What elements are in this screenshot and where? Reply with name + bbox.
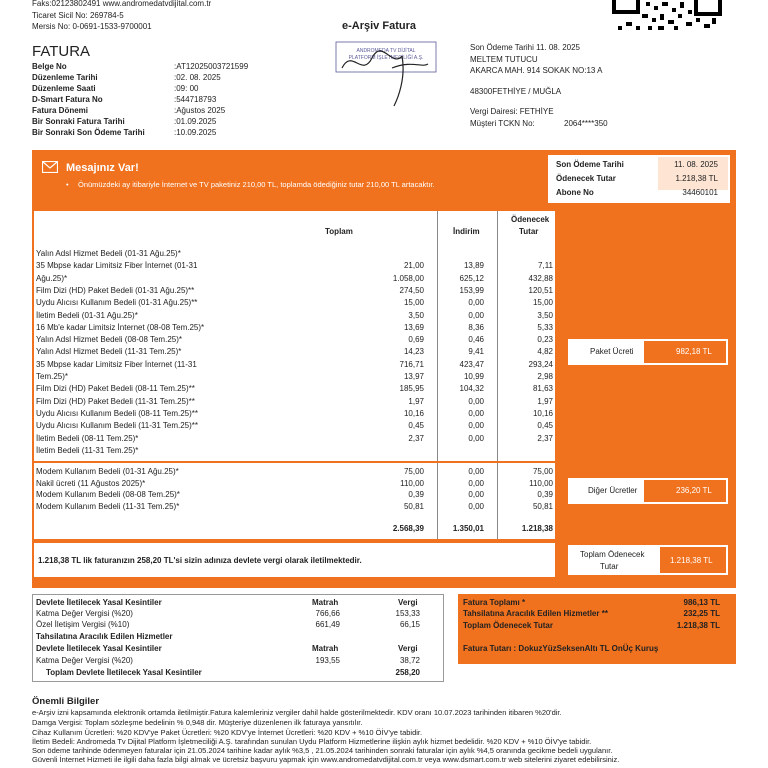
info-label: Düzenleme Saati [32, 84, 96, 93]
row-discount: 0,00 [468, 408, 484, 418]
grand-discount: 1.350,01 [452, 524, 484, 533]
trade-registry: Ticaret Sicil No: 269784-5 [32, 11, 124, 20]
table-row [36, 260, 553, 271]
row-desc: İletim Bedeli (08-11 Tem.25)* [36, 433, 139, 443]
row-total: 2,37 [408, 433, 424, 443]
row-total: 1.058,00 [392, 273, 424, 283]
row-total: 13,69 [403, 322, 424, 332]
info-label: Bir Sonraki Son Ödeme Tarihi [32, 128, 145, 137]
table-row [36, 408, 553, 419]
tax-row-matrah: 193,55 [315, 656, 340, 665]
row-total: 10,16 [403, 408, 424, 418]
col-discount-header: İndirim [453, 227, 480, 236]
row-total: 716,71 [399, 359, 424, 369]
info-value: :Ağustos 2025 [174, 106, 226, 115]
row-discount: 153,99 [459, 285, 484, 295]
info-label: Düzenleme Tarihi [32, 73, 98, 82]
row-desc: Uydu Alıcısı Kullanım Bedeli (01-31 Ağu.25)** [36, 298, 198, 308]
row-payable: 50,81 [532, 501, 553, 511]
info-value: :544718793 [174, 95, 217, 104]
row-desc: Nakil ücreti (11 Ağustos 2025)* [36, 478, 146, 488]
table-row [36, 334, 553, 345]
row-desc: Ağu.25)* [36, 273, 68, 283]
row-payable: 2,98 [537, 372, 553, 381]
table-row [36, 310, 553, 321]
tax-heading-2: Devlete İletilecek Yasal Kesintiler [36, 644, 162, 653]
row-desc: 35 Mbpse kadar Limitsiz Fiber İnternet (11-31 [36, 359, 197, 369]
row-payable: 10,16 [532, 408, 553, 418]
other-fee-label: Diğer Ücretler [588, 486, 638, 495]
invoice-total-value: 986,13 TL [683, 598, 720, 607]
summary-value: 34460101 [682, 188, 718, 197]
customer-name: MELTEM TUTUCU [470, 55, 538, 64]
row-discount: 0,00 [468, 298, 484, 308]
vergi-header: Vergi [398, 598, 418, 607]
row-total: 1,97 [408, 396, 424, 406]
row-payable: 0,23 [537, 335, 553, 345]
package-rows [36, 248, 553, 458]
other-fee-value: 236,20 TL [676, 486, 712, 495]
table-row [36, 346, 553, 357]
row-desc: Modem Kullanım Bedeli (08-08 Tem.25)* [36, 490, 180, 499]
tax-row-vergi: 153,33 [395, 609, 420, 618]
message-text: Önümüzdeki ay itibariyle İnternet ve TV paketiniz 210,00 TL, toplamda ödediğiniz tutar 210,00 TL artacaktır. [78, 180, 435, 189]
row-discount: 0,00 [468, 478, 484, 488]
svg-text:ANDROMEDA TV DİJİTAL: ANDROMEDA TV DİJİTAL [356, 48, 416, 54]
tax-total-value: 258,20 [395, 668, 420, 677]
row-payable: 3,50 [537, 310, 553, 320]
vergi-header-2: Vergi [398, 644, 418, 653]
row-desc: Film Dizi (HD) Paket Bedeli (01-31 Ağu.25)** [36, 285, 195, 295]
grand-total: 2.568,39 [392, 524, 424, 533]
row-payable: 1,97 [537, 396, 553, 406]
table-row [36, 297, 553, 308]
total-payable-label-2: Tutar [600, 562, 619, 571]
summary-label: Abone No [556, 188, 594, 197]
table-row [36, 285, 553, 296]
row-desc: İletim Bedeli (01-31 Ağu.25)* [36, 310, 138, 320]
row-total: 50,81 [403, 501, 424, 511]
row-desc: Yalın Adsl Hizmet Bedeli (01-31 Ağu.25)* [36, 249, 181, 258]
info-title: Önemli Bilgiler [32, 696, 100, 707]
page-title: FATURA [32, 43, 91, 60]
table-row [36, 359, 553, 370]
row-desc: Film Dizi (HD) Paket Bedeli (08-11 Tem.25)** [36, 384, 195, 394]
table-row [36, 478, 553, 489]
row-payable: 15,00 [532, 298, 553, 308]
info-value: :09: 00 [174, 84, 199, 93]
row-discount: 9,41 [468, 347, 484, 357]
row-desc: Yalın Adsl Hizmet Bedeli (11-31 Tem.25)* [36, 347, 182, 357]
mail-icon [42, 160, 58, 172]
tax-row-matrah: 661,49 [315, 620, 340, 629]
table-row [36, 445, 553, 456]
section-divider [34, 461, 555, 463]
customer-due-date: Son Ödeme Tarihi 11. 08. 2025 [470, 43, 580, 52]
row-discount: 0,00 [468, 396, 484, 406]
row-total: 13,97 [403, 372, 424, 381]
info-label: D-Smart Fatura No [32, 95, 103, 104]
invoice-total-value: 232,25 TL [683, 609, 720, 618]
summary-value: 11. 08. 2025 [674, 160, 718, 169]
row-discount: 10,99 [463, 372, 484, 381]
row-payable: 4,82 [537, 347, 553, 357]
info-line: Son ödeme tarihinde ödenmeyen faturalar için 21.05.2024 tarihine kadar aylık %3,5 , 21.05.2024 tarihinden sonraki faturalar için aylık %4,5 oranında gecikme bedeli uygulanır. [32, 746, 613, 755]
mersis-no: Mersis No: 0-0691-1533-9700001 [32, 22, 152, 31]
invoice-total-label: Fatura Toplamı * [463, 598, 526, 607]
row-payable: 75,00 [532, 467, 553, 476]
summary-value: 1.218,38 TL [675, 174, 718, 183]
matrah-header-2: Matrah [312, 644, 339, 653]
row-payable: 2,37 [537, 433, 553, 443]
summary-label: Son Ödeme Tarihi [556, 160, 624, 169]
other-rows [36, 466, 553, 516]
row-payable: 81,63 [532, 384, 553, 394]
row-total: 0,39 [408, 490, 424, 499]
row-desc: 16 Mb'e kadar Limitsiz İnternet (08-08 Tem.25)* [36, 322, 205, 332]
row-discount: 104,32 [459, 384, 484, 394]
info-line: e-Arşiv izni kapsamında elektronik ortamda iletilmiştir.Fatura kalemleriniz vergiler dahil halde gösterilmektedir. KDV oranı 10.07.2023 tarihinden itibaren %20'dir. [32, 708, 562, 717]
row-payable: 110,00 [529, 478, 553, 488]
tckn-value: 2064****350 [564, 119, 608, 128]
info-line: Damga Vergisi: Toplam sözleşme bedelinin % 0,948 dir. Müşteriye düzenlenen ilk faturaya yansıtılır. [32, 718, 363, 727]
row-discount: 13,89 [463, 261, 484, 271]
amount-in-words: Fatura Tutarı : DokuzYüzSeksenAltı TL OnÜç Kuruş [463, 644, 659, 653]
customer-city: 48300FETHİYE / MUĞLA [470, 87, 562, 96]
row-total: 15,00 [403, 298, 424, 308]
row-payable: 432,88 [528, 273, 553, 283]
tax-total-label: Toplam Devlete İletilecek Yasal Kesintiler [46, 668, 202, 677]
svg-text:PLATFORM İŞLETMECİLİĞİ A.Ş.: PLATFORM İŞLETMECİLİĞİ A.Ş. [348, 55, 424, 61]
package-fee-value: 982,18 TL [676, 347, 712, 356]
row-discount: 0,46 [468, 335, 484, 345]
tax-row-vergi: 38,72 [399, 656, 420, 665]
row-desc: Tem.25)* [36, 372, 69, 381]
info-line: Cihaz Kullanım Ücretleri: %20 KDV'ye Paket Ücretleri: %20 KDV'ye İnternet Ücretleri: %20 KDV + %10 ÖİV'ye tabidir. [32, 728, 423, 737]
row-discount: 0,00 [468, 433, 484, 443]
row-discount: 625,12 [459, 273, 484, 283]
table-row [36, 273, 553, 284]
col-payable-header-2: Tutar [519, 227, 539, 236]
row-discount: 0,00 [468, 501, 484, 511]
info-value: :01.09.2025 [174, 117, 217, 126]
row-total: 0,69 [408, 335, 424, 345]
row-desc: Modem Kullanım Bedeli (01-31 Ağu.25)* [36, 467, 179, 476]
row-payable: 7,11 [538, 261, 553, 271]
tax-office: Vergi Dairesi: FETHİYE [470, 107, 554, 116]
row-total: 3,50 [408, 310, 424, 320]
row-discount: 0,00 [468, 490, 484, 499]
row-desc: Uydu Alıcısı Kullanım Bedeli (11-31 Tem.25)** [36, 421, 199, 431]
row-total: 185,95 [399, 384, 424, 394]
tax-row-vergi: 66,15 [399, 620, 420, 629]
row-total: 21,00 [403, 261, 424, 271]
company-stamp [332, 38, 440, 110]
table-row [36, 322, 553, 333]
tax-row-name: Katma Değer Vergisi (%20) [36, 609, 133, 618]
table-row [36, 248, 553, 259]
row-discount: 0,00 [468, 310, 484, 320]
info-value: :10.09.2025 [174, 128, 217, 137]
table-row [36, 420, 553, 431]
row-discount: 0,00 [468, 421, 484, 431]
table-row [36, 371, 553, 382]
row-total: 75,00 [403, 467, 424, 476]
matrah-header: Matrah [312, 598, 339, 607]
package-fee-label: Paket Ücreti [590, 347, 634, 356]
info-label: Belge No [32, 62, 67, 71]
row-total: 0,45 [408, 421, 424, 431]
row-payable: 0,45 [537, 421, 553, 431]
table-row [36, 501, 553, 512]
info-label: Bir Sonraki Fatura Tarihi [32, 117, 125, 126]
info-label: Fatura Dönemi [32, 106, 89, 115]
table-row [36, 489, 553, 500]
fax-line: Faks:02123802491 www.andromedatvdijital.com.tr [32, 0, 212, 8]
summary-label: Ödenecek Tutar [556, 174, 616, 183]
row-desc: Film Dizi (HD) Paket Bedeli (11-31 Tem.25)** [36, 396, 195, 406]
customer-address: AKARCA MAH. 914 SOKAK NO:13 A [470, 66, 603, 75]
tax-row-name: Katma Değer Vergisi (%20) [36, 656, 133, 665]
row-desc: Modem Kullanım Bedeli (11-31 Tem.25)* [36, 501, 180, 511]
row-payable: 120,51 [528, 285, 553, 295]
tckn-label: Müşteri TCKN No: [470, 119, 535, 128]
col-payable-header: Ödenecek [511, 215, 550, 224]
row-desc: İletim Bedeli (11-31 Tem.25)* [36, 445, 139, 455]
table-row [36, 383, 553, 394]
table-row [36, 466, 553, 477]
row-payable: 5,33 [537, 322, 553, 332]
table-row [36, 433, 553, 444]
row-payable: 0,39 [537, 490, 553, 499]
total-payable-value: 1.218,38 TL [670, 556, 713, 565]
qr-code [612, 0, 722, 32]
message-bullet: • [66, 180, 69, 189]
row-discount: 8,36 [468, 322, 484, 332]
row-desc: Uydu Alıcısı Kullanım Bedeli (08-11 Tem.25)** [36, 408, 199, 418]
col-total-header: Toplam [325, 227, 353, 236]
tax-row-matrah: 766,66 [315, 609, 340, 618]
tax-note: 1.218,38 TL lik faturanızın 258,20 TL'si sizin adınıza devlete vergi olarak iletilmektedir. [38, 556, 362, 565]
row-payable: 293,24 [528, 359, 553, 369]
info-value: :02. 08. 2025 [174, 73, 221, 82]
tax-heading: Devlete İletilecek Yasal Kesintiler [36, 598, 162, 607]
info-value: :AT12025003721599 [174, 62, 249, 71]
message-title: Mesajınız Var! [66, 162, 139, 174]
row-desc: Yalın Adsl Hizmet Bedeli (08-08 Tem.25)* [36, 335, 182, 345]
invoice-total-value: 1.218,38 TL [676, 621, 720, 630]
tax-subheading: Tahsilatına Aracılık Edilen Hizmetler [36, 632, 173, 641]
info-line: İletim Bedeli: Andromeda Tv Dijital Platform İşletmeciliği A.Ş. tarafından sunulan Uydu Platform Hizmetlerine ilişkin aylık hizmet bedelidir. %20 KDV + %10 ÖİV'ye tabidir. [32, 737, 592, 746]
row-desc: 35 Mbpse kadar Limitsiz Fiber İnternet (01-31 [36, 261, 198, 271]
tax-row-name: Özel İletişim Vergisi (%10) [36, 620, 130, 629]
row-total: 14,23 [403, 347, 424, 357]
row-total: 274,50 [399, 285, 424, 295]
document-type: e-Arşiv Fatura [342, 20, 416, 32]
row-discount: 0,00 [468, 467, 484, 476]
info-line: Güvenli İnternet Hizmeti ile ilgili daha fazla bilgi almak ve ücretsiz başvuru yapmak için www.andromedatvdijital.com.tr veya www.dsmart.com.tr web sitelerini ziyaret edebilirsiniz. [32, 755, 620, 764]
grand-payable: 1.218,38 [521, 524, 553, 533]
invoice-total-label: Toplam Ödenecek Tutar [463, 621, 553, 630]
row-discount: 423,47 [459, 359, 484, 369]
total-payable-label: Toplam Ödenecek [580, 550, 645, 559]
table-row [36, 396, 553, 407]
row-total: 110,00 [400, 478, 424, 488]
invoice-total-label: Tahsilatına Aracılık Edilen Hizmetler ** [463, 609, 608, 618]
